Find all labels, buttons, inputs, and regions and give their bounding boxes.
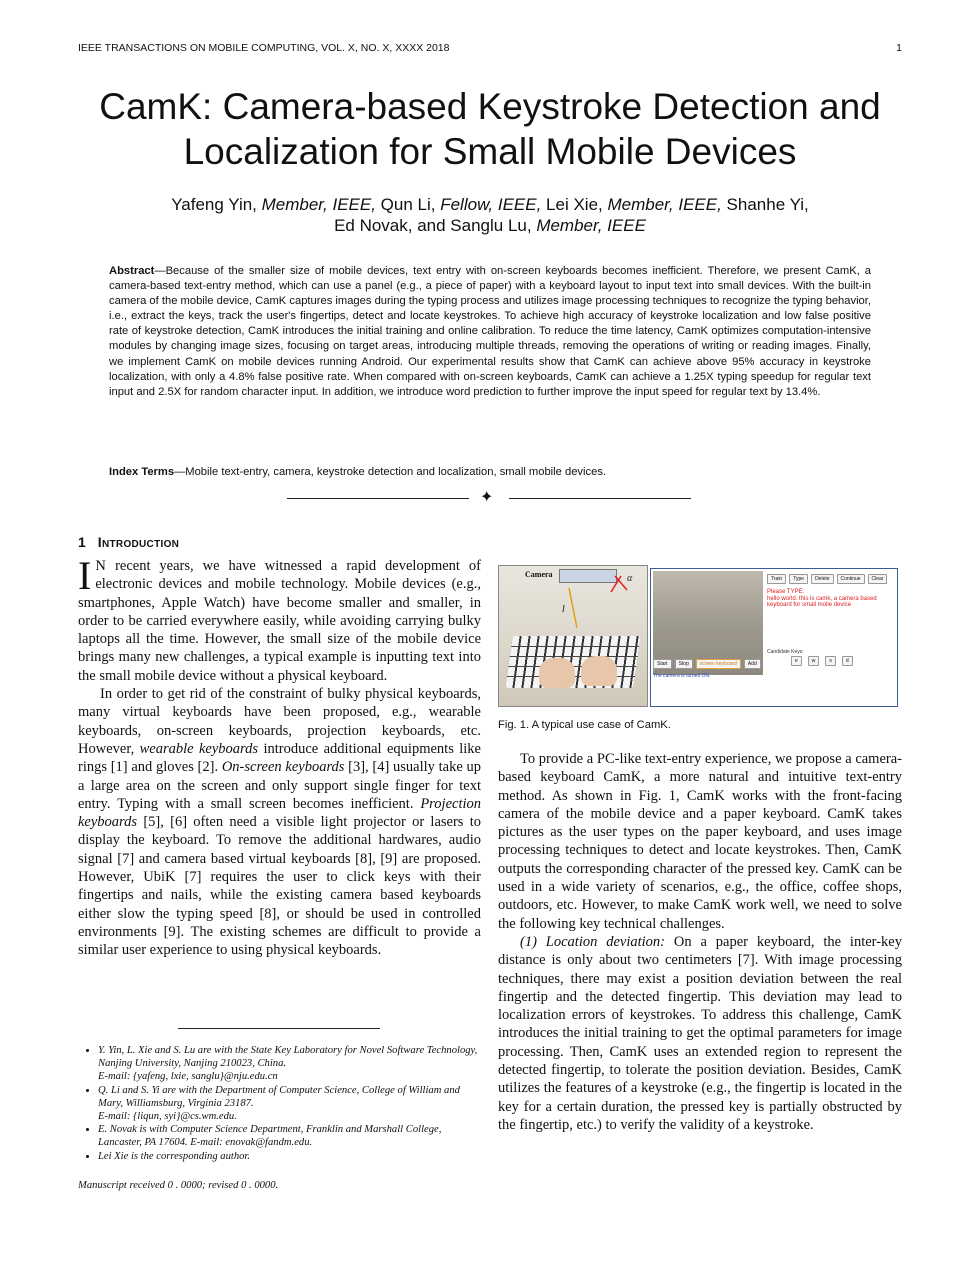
candidate-label: Candidate Keys: bbox=[767, 649, 804, 655]
type-button[interactable]: Type bbox=[789, 574, 808, 584]
author-role: Member, IEEE, bbox=[607, 195, 722, 214]
journal-header: IEEE TRANSACTIONS ON MOBILE COMPUTING, VOL. X, NO. X, XXXX 2018 bbox=[78, 42, 450, 54]
paragraph-text: [5], [6] often need a visible light projector or lasers to display the keyboard. To remove the additional hardwares, audio signal [7] and camera based virtual keyboards [8], [9] are proposed. However, UbiK [7] requires the user to click keys with their fingertips and nails, while the existing camera based keyboards either slow the typing speed [8], or should be used in controlled environments [9]. The existing schemes are difficult to provide a similar user experience to using physical keyboards. bbox=[78, 814, 481, 959]
footnote-text: Y. Yin, L. Xie and S. Lu are with the State Key Laboratory for Novel Software Technology, Nanjing University, Nanjing 210023, China. bbox=[98, 1045, 478, 1070]
train-button[interactable]: Train bbox=[767, 574, 786, 584]
divider-star-icon: ✦ bbox=[480, 489, 494, 506]
index-terms-text: —Mobile text-entry, camera, keystroke detection and localization, small mobile devices. bbox=[174, 466, 607, 478]
divider-line-left bbox=[287, 498, 469, 499]
footnotes bbox=[78, 1044, 481, 1163]
right-column bbox=[498, 750, 902, 1134]
candidate-key[interactable]: d bbox=[842, 656, 853, 666]
continue-button[interactable]: Continue bbox=[837, 574, 865, 584]
paragraph-text: In order to get rid of the constraint of bulky physical keyboards, many virtual keyboards have been proposed, e.g., wearable keyboards, on-screen keyboards, projection keyboards, etc. However, bbox=[78, 686, 481, 757]
candidate-keys bbox=[791, 656, 853, 666]
footnote-affiliation-nju bbox=[98, 1044, 481, 1084]
intro-paragraph-1 bbox=[78, 553, 481, 685]
left-column bbox=[78, 553, 481, 960]
title-line-2: Localization for Small Mobile Devices bbox=[183, 131, 797, 172]
abstract-label: Abstract bbox=[109, 265, 155, 277]
start-button[interactable]: Start bbox=[653, 659, 672, 669]
please-type-label: Please TYPE: bbox=[767, 589, 805, 595]
emphasis-text: Projection keyboards bbox=[78, 795, 481, 831]
figure-1 bbox=[498, 565, 898, 708]
app-screenshot bbox=[650, 568, 898, 707]
delete-button[interactable]: Delete bbox=[811, 574, 833, 584]
paragraph-text: introduce additional equipments like rings [1] and gloves [2]. bbox=[78, 740, 481, 776]
section-heading bbox=[78, 534, 179, 550]
running-header bbox=[78, 42, 902, 54]
camera-label: Camera bbox=[525, 570, 553, 579]
author-yi: Shanhe Yi, bbox=[721, 195, 809, 214]
paper-title bbox=[60, 84, 920, 174]
left-hand bbox=[539, 658, 575, 688]
footnote-rule bbox=[178, 1028, 380, 1029]
camera-status: The camera is turned ON. bbox=[653, 673, 711, 679]
title-line-1: CamK: Camera-based Keystroke Detection and bbox=[99, 86, 881, 127]
author-list bbox=[100, 194, 880, 236]
section-number: 1 bbox=[78, 534, 86, 550]
body-paragraph-1: To provide a PC-like text-entry experience, we propose a camera-based keyboard CamK, a more natural and intuitive text-entry method. As shown in Fig. 1, CamK works with the front-facing camera of the mobile device and a paper keyboard. CamK takes pictures as the user types on the paper keyboard, and uses image processing techniques to detect and locate keystrokes. Then, CamK outputs the corresponding character of the pressed key. CamK can be used in a wide variety of scenarios, e.g., the office, coffee shops, outdoors, etc. However, to make CamK work well, we need to solve the following key technical challenges. bbox=[498, 751, 902, 932]
section-title: Introduction bbox=[97, 534, 180, 550]
stop-button[interactable]: Stop bbox=[675, 659, 693, 669]
footnote-email: E-mail: {yafeng, lxie, sanglu}@nju.edu.cn bbox=[98, 1071, 278, 1083]
add-button[interactable]: Add bbox=[744, 659, 761, 669]
app-bottom-bar bbox=[653, 659, 761, 669]
paragraph-text: [3], [4] usually take up a large area on the screen and only support single finger for text entry. Typing with a small screen becomes inefficient. bbox=[78, 759, 481, 812]
footnote-email: E-mail: {liqun, syi}@cs.wm.edu. bbox=[98, 1111, 237, 1123]
footnote-text: Q. Li and S. Yi are with the Department of Computer Science, College of William and Mary, Williamsburg, Virginia 23187. bbox=[98, 1084, 460, 1109]
intro-paragraph-2 bbox=[78, 685, 481, 959]
usage-photo bbox=[498, 565, 648, 707]
page-number: 1 bbox=[896, 42, 902, 54]
author-li: Qun Li, bbox=[375, 195, 441, 214]
drop-cap: I bbox=[78, 553, 92, 598]
footnote-affiliation-wm bbox=[98, 1084, 481, 1124]
index-terms bbox=[109, 466, 871, 478]
typed-text: hello world. this is camk, a camera based keyboard for small moile device bbox=[767, 595, 877, 608]
section-divider bbox=[287, 489, 691, 509]
figure-caption: Fig. 1. A typical use case of CamK. bbox=[498, 719, 671, 731]
candidate-key[interactable]: w bbox=[808, 656, 820, 666]
screen-keyboard-button[interactable]: screen keyboard bbox=[696, 659, 741, 669]
divider-line-right bbox=[509, 498, 691, 499]
author-novak-lu: Ed Novak, and Sanglu Lu, bbox=[334, 216, 537, 235]
paragraph-text: recent years, we have witnessed a rapid development of electronic devices and mobile technology. Mobile devices (e.g., smartphones, Apple Watch) have become smaller and smaller, in order to be carried everywhere easily, while avoiding carrying bulky laptops all the time. However, the small size of the mobile device brings many new challenges, a typical example is inputting text into the small mobile device without a physical keyboard. bbox=[78, 558, 481, 684]
challenge-label: (1) Location deviation: bbox=[520, 933, 666, 950]
index-terms-label: Index Terms bbox=[109, 466, 175, 478]
candidate-key[interactable]: e bbox=[791, 656, 802, 666]
candidate-key[interactable]: s bbox=[825, 656, 836, 666]
clear-button[interactable]: Clear bbox=[868, 574, 888, 584]
l-label: l bbox=[562, 604, 565, 615]
alpha-label: α bbox=[627, 573, 633, 584]
typing-prompt bbox=[767, 589, 895, 609]
first-word: N bbox=[95, 558, 107, 574]
abstract bbox=[109, 264, 871, 400]
manuscript-note: Manuscript received 0 . 0000; revised 0 . 0000. bbox=[78, 1180, 279, 1191]
body-paragraph-2 bbox=[498, 933, 902, 1134]
paragraph-text: On a paper keyboard, the inter-key distance is only about two centimeters [7]. With image processing techniques, there may exist a position deviation between the real fingertip and the detected fingertip. This deviation may lead to localization errors of keystrokes. To address this challenge, CamK introduces the initial training to get the optimal parameters for image processing. Then, CamK uses an extended region to represent the detected fingertip, to tolerate the position deviation. Besides, CamK utilizes the features of a keystroke (e.g., the fingertip is located in the key for a certain duration, the pressed key is partially obstructed by the fingertip, etc.) to verify the validity of a keystroke. bbox=[498, 933, 902, 1133]
right-hand bbox=[581, 656, 617, 686]
app-toolbar bbox=[767, 574, 887, 584]
author-role: Member, IEEE, bbox=[261, 195, 376, 214]
emphasis-text: On-screen keyboards bbox=[221, 759, 345, 776]
abstract-text: —Because of the smaller size of mobile devices, text entry with on-screen keyboards becomes inefficient. Therefore, we present CamK, a camera-based text-entry method, which can use a panel (e.g., a piece of paper) with a keyboard layout to input text into small devices. With the built-in camera of the mobile device, CamK captures images during the typing process and utilizes image processing techniques to recognize the typing behavior, i.e., extract the keys, track the user's fingertips, detect and locate keystrokes. To achieve high accuracy of keystroke localization and low false positive rate of keystroke detection, CamK introduces the initial training and online calibration. To reduce the time latency, CamK optimizes computation-intensive modules by changing image sizes, focusing on target areas, introducing multiple threads, removing the operations of writing or reading images. Finally, we implement CamK on mobile devices running Android. Our experimental results show that CamK can achieve above 95% accuracy in keystroke localization, with only a 4.8% false positive rate. When compared with on-screen keyboards, CamK can achieve a 1.25X typing speedup for regular text input and 2.5X for random character input. In addition, we introduce word prediction to further improve the input speed for regular text by 13.4%. bbox=[109, 265, 871, 398]
author-xie: Lei Xie, bbox=[541, 195, 608, 214]
author-role: Member, IEEE bbox=[536, 216, 646, 235]
footnote-corresponding: • Lei Xie is the corresponding author. bbox=[98, 1150, 481, 1163]
author-yin: Yafeng Yin, bbox=[171, 195, 262, 214]
emphasis-text: wearable keyboards bbox=[139, 740, 259, 757]
author-role: Fellow, IEEE, bbox=[440, 195, 542, 214]
footnote-affiliation-fandm: • E. Novak is with Computer Science Department, Franklin and Marshall College, Lancaster, PA 17604. E-mail: enovak@fandm.edu. bbox=[98, 1123, 481, 1149]
